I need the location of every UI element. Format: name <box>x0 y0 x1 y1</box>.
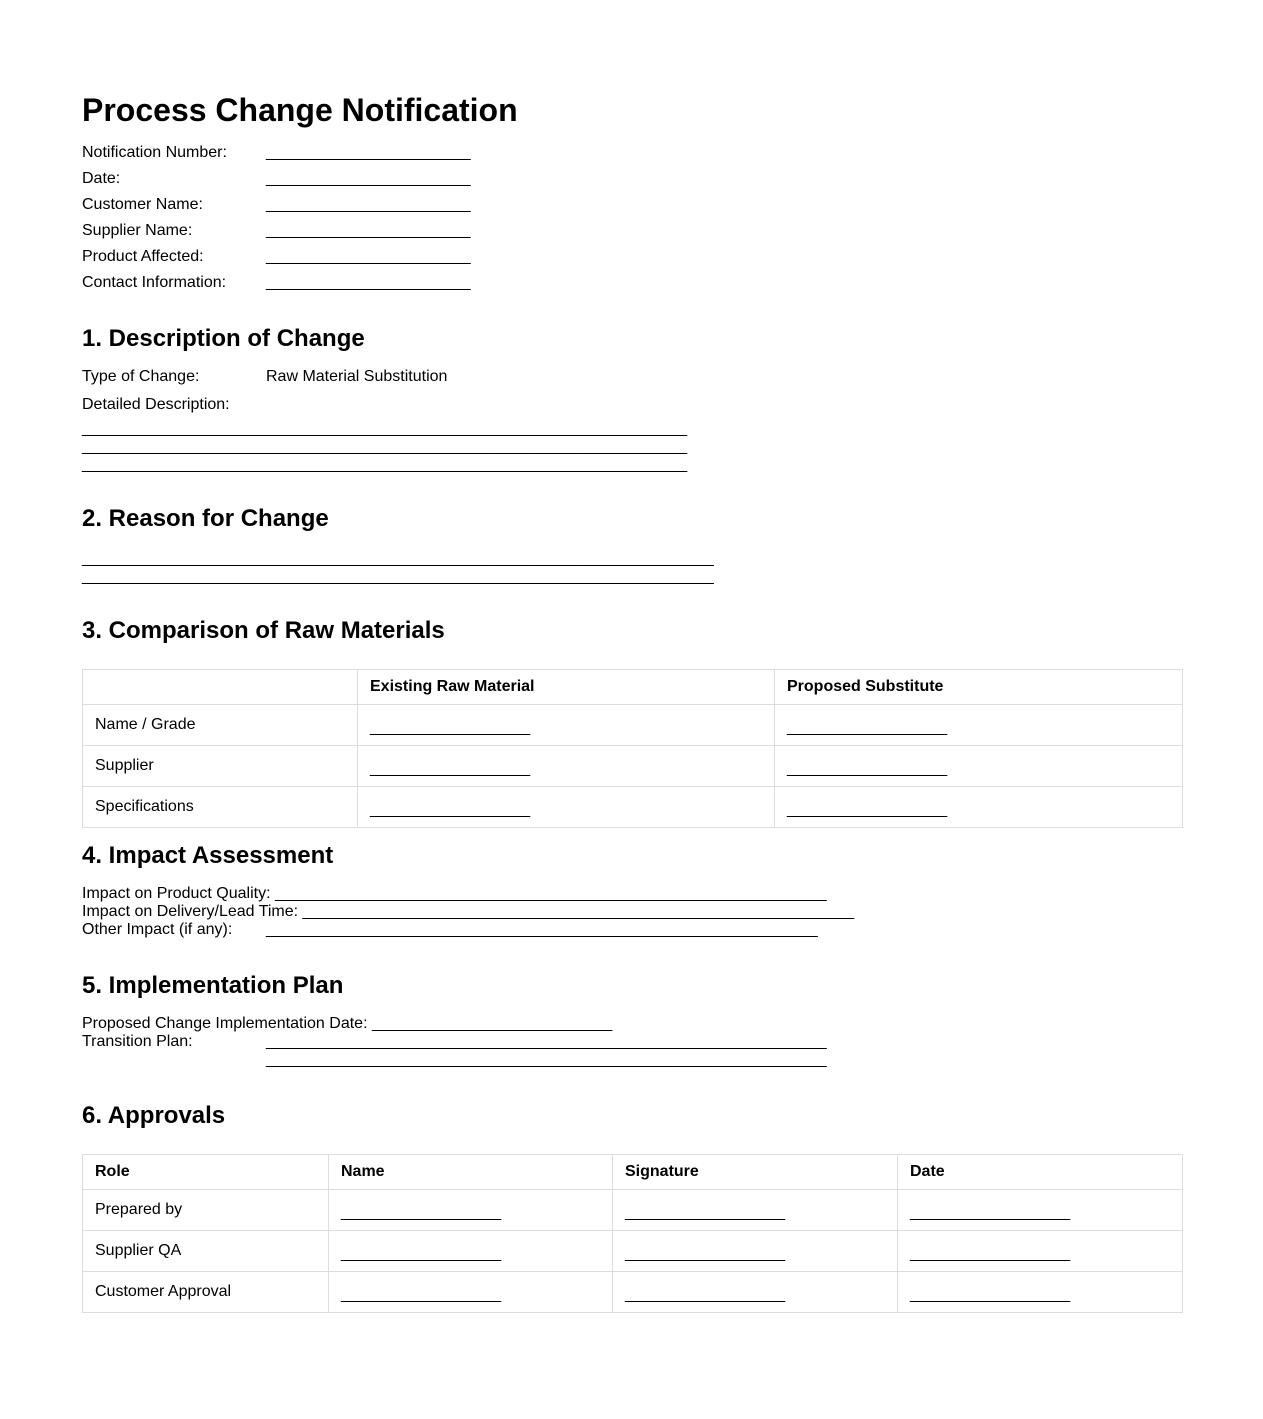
field-label: Proposed Change Implementation Date: <box>82 1015 372 1032</box>
transition-plan-row <box>82 1033 827 1051</box>
field-label: Impact on Product Quality: <box>82 885 275 902</box>
field-label: Contact Information: <box>82 274 227 291</box>
field-label: Customer Name: <box>82 196 203 213</box>
impact-other-row <box>82 921 818 939</box>
description-line-2[interactable]: ____________________________________________________________________ <box>82 438 688 455</box>
section-heading-approvals: 6. Approvals <box>82 1102 226 1129</box>
transition-plan-row-2 <box>266 1051 827 1069</box>
customer-approval-name-blank[interactable]: __________________ <box>329 1272 613 1313</box>
supplier-qa-signature-blank[interactable]: __________________ <box>613 1231 898 1272</box>
page-title: Process Change Notification <box>82 92 518 128</box>
table-row <box>83 746 1183 787</box>
column-header-signature: Signature <box>613 1155 898 1190</box>
description-line-3[interactable]: ____________________________________________________________________ <box>82 456 688 473</box>
section-heading-implementation: 5. Implementation Plan <box>82 972 344 999</box>
table-row <box>83 705 1183 746</box>
prepared-by-name-blank[interactable]: __________________ <box>329 1190 613 1231</box>
description-line-1[interactable]: ____________________________________________________________________ <box>82 420 688 437</box>
column-header-proposed: Proposed Substitute <box>775 670 1183 705</box>
field-label: Impact on Delivery/Lead Time: <box>82 903 303 920</box>
column-header <box>83 670 358 705</box>
table-row <box>83 1272 1183 1313</box>
type-of-change-value: Raw Material Substitution <box>266 368 448 385</box>
customer-name-blank[interactable]: _______________________ <box>266 196 471 213</box>
table-row <box>83 787 1183 828</box>
role-label: Supplier QA <box>83 1231 329 1272</box>
proposed-specifications-blank[interactable]: __________________ <box>775 787 1183 828</box>
implementation-date-row <box>82 1015 612 1033</box>
field-date <box>82 166 471 192</box>
impact-quality-row <box>82 885 827 903</box>
contact-information-blank[interactable]: _______________________ <box>266 274 471 291</box>
column-header-name: Name <box>329 1155 613 1190</box>
table-row <box>83 1231 1183 1272</box>
product-affected-blank[interactable]: _______________________ <box>266 248 471 265</box>
proposed-supplier-blank[interactable]: __________________ <box>775 746 1183 787</box>
field-label: Notification Number: <box>82 144 227 161</box>
table-header-row <box>83 1155 1183 1190</box>
transition-plan-line-1[interactable]: _______________________________________________________________ <box>266 1033 827 1050</box>
field-supplier-name <box>82 218 471 244</box>
table-row <box>83 1190 1183 1231</box>
field-notification-number <box>82 140 471 166</box>
reason-line-2[interactable]: _______________________________________________________________________ <box>82 568 714 585</box>
reason-line-1[interactable]: _______________________________________________________________________ <box>82 550 714 567</box>
row-label: Supplier <box>83 746 358 787</box>
field-contact-information <box>82 270 471 296</box>
customer-approval-date-blank[interactable]: __________________ <box>898 1272 1183 1313</box>
table-header-row <box>83 670 1183 705</box>
impact-other-blank[interactable]: ______________________________________________________________ <box>266 921 818 938</box>
section-heading-description: 1. Description of Change <box>82 325 365 352</box>
row-label: Specifications <box>83 787 358 828</box>
field-label: Date: <box>82 170 121 187</box>
prepared-by-signature-blank[interactable]: __________________ <box>613 1190 898 1231</box>
field-label: Type of Change: <box>82 368 200 385</box>
column-header-role: Role <box>83 1155 329 1190</box>
field-label: Transition Plan: <box>82 1033 193 1050</box>
field-label: Detailed Description: <box>82 396 230 413</box>
supplier-qa-name-blank[interactable]: __________________ <box>329 1231 613 1272</box>
notification-number-blank[interactable]: _______________________ <box>266 144 471 161</box>
column-header-existing: Existing Raw Material <box>358 670 775 705</box>
field-label: Supplier Name: <box>82 222 193 239</box>
proposed-name-grade-blank[interactable]: __________________ <box>775 705 1183 746</box>
supplier-name-blank[interactable]: _______________________ <box>266 222 471 239</box>
impact-delivery-blank[interactable]: ______________________________________________________________ <box>302 903 855 920</box>
customer-approval-signature-blank[interactable]: __________________ <box>613 1272 898 1313</box>
raw-materials-comparison-table <box>82 669 1183 828</box>
existing-specifications-blank[interactable]: __________________ <box>358 787 775 828</box>
field-customer-name <box>82 192 471 218</box>
role-label: Customer Approval <box>83 1272 329 1313</box>
section-heading-impact: 4. Impact Assessment <box>82 842 334 869</box>
supplier-qa-date-blank[interactable]: __________________ <box>898 1231 1183 1272</box>
date-blank[interactable]: _______________________ <box>266 170 471 187</box>
prepared-by-date-blank[interactable]: __________________ <box>898 1190 1183 1231</box>
column-header-date: Date <box>898 1155 1183 1190</box>
existing-supplier-blank[interactable]: __________________ <box>358 746 775 787</box>
row-label: Name / Grade <box>83 705 358 746</box>
transition-plan-line-2[interactable]: _______________________________________________________________ <box>266 1051 827 1068</box>
role-label: Prepared by <box>83 1190 329 1231</box>
existing-name-grade-blank[interactable]: __________________ <box>358 705 775 746</box>
field-label: Product Affected: <box>82 248 204 265</box>
section-heading-comparison: 3. Comparison of Raw Materials <box>82 617 445 644</box>
approvals-table <box>82 1154 1183 1313</box>
field-type-of-change <box>82 364 447 390</box>
impact-quality-blank[interactable]: ______________________________________________________________ <box>274 885 827 902</box>
implementation-date-blank[interactable]: ___________________________ <box>371 1015 613 1032</box>
field-detailed-description <box>82 392 230 418</box>
field-label: Other Impact (if any): <box>82 921 233 938</box>
field-product-affected <box>82 244 471 270</box>
impact-delivery-row <box>82 903 854 921</box>
section-heading-reason: 2. Reason for Change <box>82 505 329 532</box>
